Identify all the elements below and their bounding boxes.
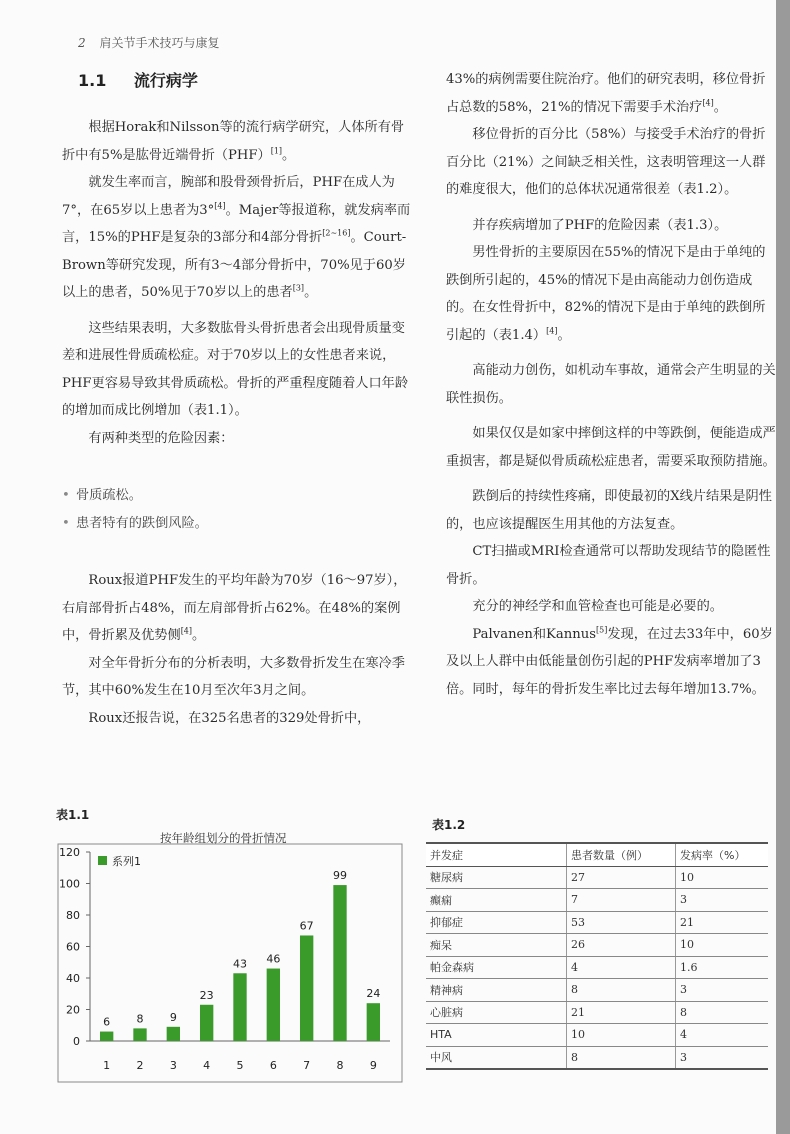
table1-caption: 表1.1 [56,808,90,822]
chart-svg [50,828,410,1088]
table-cell: 4 [567,956,676,979]
y-tick-label: 40 [66,972,80,985]
table-cell: 痴呆 [426,934,567,957]
y-tick-label: 20 [66,1003,80,1017]
table-row [426,1001,768,1024]
paragraph: 43%的病例需要住院治疗。他们的研究表明，移位骨折占总数的58%，21%的情况下需要手术治疗[4]。 [446,72,766,115]
y-tick-label: 80 [66,909,80,922]
section-number: 1.1 [78,71,107,90]
table-cell: 3 [676,979,769,1002]
x-tick-label: 9 [369,1059,377,1072]
page-edge [776,0,790,1134]
data-label: 67 [299,919,314,933]
table-cell: 癫痫 [426,889,567,912]
section-heading [78,68,198,91]
paragraph: 如果仅仅是如家中摔倒这样的中等跌倒，便能造成严重损害，都是疑似骨质疏松症患者，需要采取预防措施。 [446,426,776,469]
x-tick-label: 8 [336,1059,344,1072]
legend-label: 系列1 [112,855,141,868]
paragraph: 跌倒后的持续性疼痛，即使最初的X线片结果是阴性的，也应该提醒医生用其他的方法复查。 [446,489,772,532]
bar [200,1005,213,1041]
x-tick-label: 6 [269,1059,277,1072]
table-cell: 8 [567,979,676,1002]
y-tick-label: 120 [59,846,80,859]
table-cell: 21 [567,1001,676,1024]
table-cell: 27 [567,866,676,889]
table-cell: 心脏病 [426,1001,567,1024]
bar [367,1003,380,1041]
table-row [426,956,768,979]
data-label: 6 [103,1015,111,1029]
paragraph: 高能动力创伤，如机动车事故，通常会产生明显的关联性损伤。 [446,363,776,406]
page-number: 2 [78,36,86,50]
section-title: 流行病学 [133,71,198,90]
bar-chart [50,828,410,1088]
table-header: 患者数量（例） [567,843,676,866]
table-header-row [426,843,768,866]
comorbidity-table [426,842,768,1070]
data-label: 9 [169,1010,177,1024]
table-row [426,979,768,1002]
x-tick-label: 5 [236,1059,244,1072]
table-cell: 10 [676,866,769,889]
table-cell: 21 [676,911,769,934]
table2-caption: 表1.2 [432,818,466,832]
legend-swatch [98,856,107,865]
table-cell: 4 [676,1024,769,1047]
bar [167,1027,180,1041]
paragraph: 就发生率而言，腕部和股骨颈骨折后，PHF在成人为7°，在65岁以上患者为3°[4]。Majer等报道称，就发病率而言，15%的PHF是复杂的3部分和4部分骨折[2~16]。Court-Brown等研究发现，所有3～4部分骨折中，70%见于60岁以上的患者，50%见于70岁以上的患者[3]。 [62,175,411,300]
data-label: 8 [136,1012,144,1026]
table-cell: 53 [567,911,676,934]
chart-title: 按年龄组划分的骨折情况 [160,831,287,845]
right-column [446,66,776,703]
table-cell: 26 [567,934,676,957]
data-label: 23 [199,988,214,1002]
table-cell: 3 [676,889,769,912]
paragraph: CT扫描或MRI检查通常可以帮助发现结节的隐匿性骨折。 [446,544,771,587]
data-label: 24 [366,987,381,1001]
bar [233,973,246,1041]
y-tick-label: 60 [66,940,80,954]
running-head [78,34,219,51]
data-label: 46 [266,952,281,966]
data-label: 99 [333,869,347,883]
bar [267,969,280,1041]
table-cell: 中风 [426,1046,567,1069]
paragraph: Roux报道PHF发生的平均年龄为70岁（16～97岁），右肩部骨折占48%，而左肩部骨折占62%。在48%的案例中，骨折累及优势侧[4]。 [62,573,407,643]
paragraph: 对全年骨折分布的分析表明，大多数骨折发生在寒冷季节，其中60%发生在10月至次年3月之间。 [62,655,405,698]
table-header: 并发症 [426,843,567,866]
paragraph: 并存疾病增加了PHF的危险因素（表1.3）。 [472,217,728,233]
paragraph: Roux还报告说，在325名患者的329处骨折中， [88,710,371,726]
table-cell: 7 [567,889,676,912]
book-title: 肩关节手术技巧与康复 [99,36,220,50]
data-label: 43 [233,957,247,971]
table-row [426,866,768,889]
table-header: 发病率（%） [676,843,769,866]
table-row [426,934,768,957]
bar [100,1032,113,1041]
x-tick-label: 2 [136,1059,144,1072]
left-column [62,114,414,732]
x-tick-label: 4 [203,1059,211,1072]
table-cell: 10 [567,1024,676,1047]
table-row [426,1024,768,1047]
table-cell: 8 [676,1001,769,1024]
table-row [426,1046,768,1069]
bar [333,885,346,1041]
bar [300,935,313,1041]
table-row [426,889,768,912]
table-cell: 10 [676,934,769,957]
x-tick-label: 3 [169,1059,177,1072]
paragraph: 根据Horak和Nilsson等的流行病学研究，人体所有骨折中有5%是肱骨近端骨折（PHF）[1]。 [62,120,405,163]
bullet-item: • 骨质疏松。 [62,482,414,510]
table-cell: 糖尿病 [426,866,567,889]
paragraph: 这些结果表明，大多数肱骨头骨折患者会出现骨质量变差和进展性骨质疏松症。对于70岁以上的女性患者来说，PHF更容易导致其骨质疏松。骨折的严重程度随着人口年龄的增加而成比例增加（表1.1）。 [62,320,409,418]
table-cell: HTA [426,1024,567,1047]
bullet-item: • 患者特有的跌倒风险。 [62,510,414,538]
table-cell: 帕金森病 [426,956,567,979]
paragraph: 有两种类型的危险因素： [88,430,234,446]
paragraph: 充分的神经学和血管检查也可能是必要的。 [472,599,723,614]
table-cell: 抑郁症 [426,911,567,934]
paragraph: Palvanen和Kannus[5]发现，在过去33年中，60岁及以上人群中由低能量创伤引起的PHF发病率增加了3倍。同时，每年的骨折发生率比过去每年增加13.7%。 [446,625,773,697]
x-tick-label: 7 [303,1059,311,1072]
table-cell: 精神病 [426,979,567,1002]
y-tick-label: 0 [73,1035,80,1048]
table-row [426,911,768,934]
table-cell: 1.6 [676,956,769,979]
table-cell: 3 [676,1046,769,1069]
x-tick-label: 1 [103,1059,111,1072]
paragraph: 移位骨折的百分比（58%）与接受手术治疗的骨折百分比（21%）之间缺乏相关性，这表明管理这一人群的难度很大，他们的总体状况通常很差（表1.2）。 [446,127,766,197]
y-tick-label: 100 [59,877,80,891]
bar [133,1028,146,1041]
table-cell: 8 [567,1046,676,1069]
paragraph: 男性骨折的主要原因在55%的情况下是由于单纯的跌倒所引起的，45%的情况下是由高能动力创伤造成的。在女性骨折中，82%的情况下是由于单纯的跌倒所引起的（表1.4）[4]。 [446,245,766,343]
chart-frame [58,844,402,1082]
